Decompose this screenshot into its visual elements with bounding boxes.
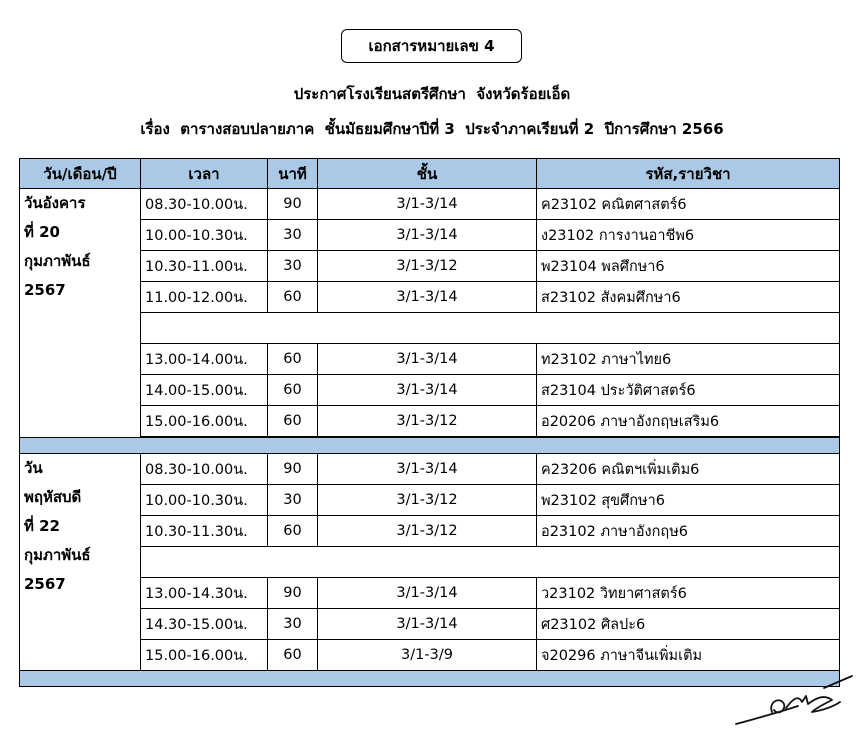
minutes-cell: 90	[268, 454, 318, 485]
table-row	[20, 375, 840, 406]
class-cell: 3/1-3/14	[318, 609, 537, 640]
class-cell: 3/1-3/14	[318, 344, 537, 375]
table-row	[20, 406, 840, 437]
day-separator	[20, 671, 840, 687]
class-cell: 3/1-3/14	[318, 282, 537, 313]
document-number: เอกสารหมายเลข 4	[368, 37, 495, 55]
subject-cell: พ23104 พลศึกษา6	[537, 251, 840, 282]
minutes-cell: 60	[268, 406, 318, 437]
table-row	[20, 282, 840, 313]
date-line: ที่ 20	[24, 223, 60, 241]
time-cell: 10.00-10.30น.	[141, 485, 268, 516]
table-row	[20, 251, 840, 282]
time-cell: 08.30-10.00น.	[141, 454, 268, 485]
header-minutes: นาที	[268, 159, 318, 189]
time-cell: 13.00-14.30น.	[141, 578, 268, 609]
time-cell: 15.00-16.00น.	[141, 640, 268, 671]
class-cell: 3/1-3/14	[318, 578, 537, 609]
subject-cell: อ23102 ภาษาอังกฤษ6	[537, 516, 840, 547]
date-line: กุมภาพันธ์	[24, 252, 91, 270]
date-line: วัน	[24, 459, 43, 477]
announcement-subject: เรื่อง ตารางสอบปลายภาค ชั้นมัธยมศึกษาปีที่ 3 ประจำภาคเรียนที่ 2 ปีการศึกษา 2566	[140, 120, 724, 138]
date-line: 2567	[24, 281, 66, 299]
class-cell: 3/1-3/14	[318, 454, 537, 485]
document-number-box	[341, 29, 522, 63]
minutes-cell: 60	[268, 344, 318, 375]
table-row	[20, 485, 840, 516]
minutes-cell: 60	[268, 516, 318, 547]
time-cell: 13.00-14.00น.	[141, 344, 268, 375]
minutes-cell: 90	[268, 578, 318, 609]
exam-schedule-table	[19, 158, 840, 687]
time-cell: 11.00-12.00น.	[141, 282, 268, 313]
table-header-row	[20, 159, 840, 189]
subject-cell: ศ23102 ศิลปะ6	[537, 609, 840, 640]
header-time: เวลา	[141, 159, 268, 189]
time-cell: 10.00-10.30น.	[141, 220, 268, 251]
date-line: 2567	[24, 575, 66, 593]
lunch-break-row	[20, 547, 840, 578]
subject-cell: ค23206 คณิตฯเพิ่มเติม6	[537, 454, 840, 485]
class-cell: 3/1-3/12	[318, 251, 537, 282]
day-separator-row	[20, 438, 840, 454]
subject-cell: ส23102 สังคมศึกษา6	[537, 282, 840, 313]
minutes-cell: 30	[268, 485, 318, 516]
table-row	[20, 516, 840, 547]
time-cell: 14.30-15.00น.	[141, 609, 268, 640]
subject-cell: พ23102 สุขศึกษา6	[537, 485, 840, 516]
date-cell-tuesday	[20, 189, 141, 438]
class-cell: 3/1-3/14	[318, 375, 537, 406]
minutes-cell: 60	[268, 282, 318, 313]
subject-cell: อ20206 ภาษาอังกฤษเสริม6	[537, 406, 840, 437]
minutes-cell: 90	[268, 189, 318, 220]
class-cell: 3/1-3/12	[318, 406, 537, 437]
table-row	[20, 189, 840, 220]
subject-cell: ง23102 การงานอาชีพ6	[537, 220, 840, 251]
lunch-break-cell	[141, 547, 840, 578]
time-cell: 10.30-11.00น.	[141, 251, 268, 282]
lunch-break-cell	[141, 313, 840, 344]
minutes-cell: 60	[268, 640, 318, 671]
date-cell-thursday	[20, 454, 141, 671]
minutes-cell: 60	[268, 375, 318, 406]
table-row	[20, 578, 840, 609]
time-cell: 10.30-11.30น.	[141, 516, 268, 547]
day-separator-row	[20, 671, 840, 687]
date-line: วันอังคาร	[24, 194, 86, 212]
subject-cell: ส23104 ประวัติศาสตร์6	[537, 375, 840, 406]
minutes-cell: 30	[268, 220, 318, 251]
subject-cell: จ20296 ภาษาจีนเพิ่มเติม	[537, 640, 840, 671]
subject-cell: ค23102 คณิตศาสตร์6	[537, 189, 840, 220]
class-cell: 3/1-3/12	[318, 485, 537, 516]
date-line: กุมภาพันธ์	[24, 546, 91, 564]
table-row	[20, 609, 840, 640]
day-separator	[20, 438, 840, 454]
class-cell: 3/1-3/9	[318, 640, 537, 671]
class-cell: 3/1-3/14	[318, 189, 537, 220]
minutes-cell: 30	[268, 251, 318, 282]
class-cell: 3/1-3/12	[318, 516, 537, 547]
date-line: พฤหัสบดี	[24, 488, 82, 506]
signature-mark	[728, 672, 856, 732]
subject-cell: ว23102 วิทยาศาสตร์6	[537, 578, 840, 609]
announcement-title: ประกาศโรงเรียนสตรีศึกษา จังหวัดร้อยเอ็ด	[293, 85, 571, 103]
class-cell: 3/1-3/14	[318, 220, 537, 251]
time-cell: 08.30-10.00น.	[141, 189, 268, 220]
header-subject: รหัส,รายวิชา	[537, 159, 840, 189]
time-cell: 15.00-16.00น.	[141, 406, 268, 437]
lunch-break-row	[20, 313, 840, 344]
table-row	[20, 220, 840, 251]
time-cell: 14.00-15.00น.	[141, 375, 268, 406]
header-class: ชั้น	[318, 159, 537, 189]
table-row	[20, 344, 840, 375]
date-line: ที่ 22	[24, 517, 60, 535]
table-row	[20, 640, 840, 671]
header-date: วัน/เดือน/ปี	[20, 159, 141, 189]
subject-cell: ท23102 ภาษาไทย6	[537, 344, 840, 375]
minutes-cell: 30	[268, 609, 318, 640]
table-row	[20, 454, 840, 485]
